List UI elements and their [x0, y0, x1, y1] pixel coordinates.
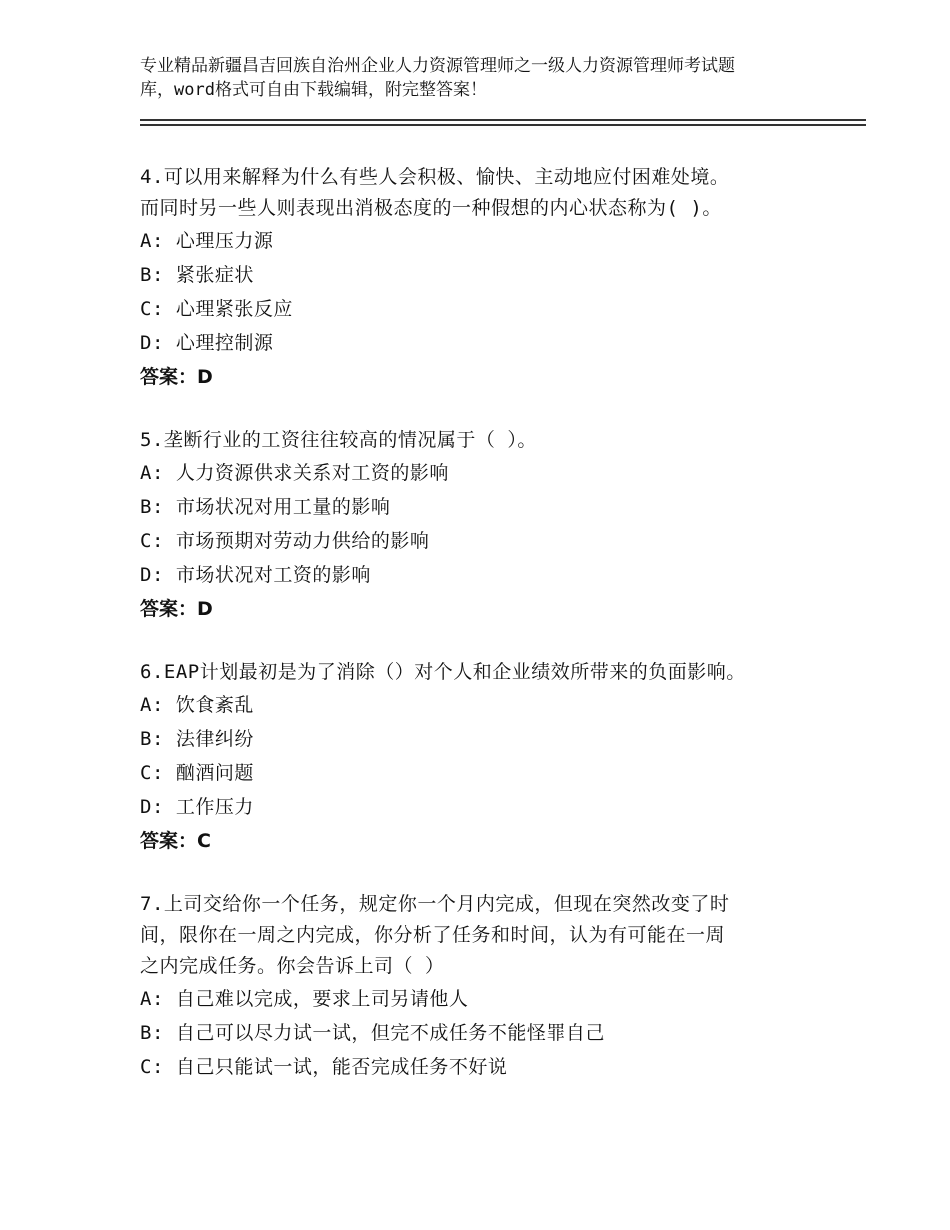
header-line-2: 库，word格式可自由下载编辑，附完整答案！: [140, 80, 487, 100]
stem-line: 4.可以用来解释为什么有些人会积极、愉快、主动地应付困难处境。: [140, 166, 730, 188]
header-line-1: 专业精品新疆昌吉回族自治州企业人力资源管理师之一级人力资源管理师考试题: [140, 56, 735, 76]
question-7: [140, 889, 840, 1084]
question-stem: [140, 425, 840, 456]
stem-line: 间，限你在一周之内完成，你分析了任务和时间，认为有可能在一周: [140, 924, 726, 946]
question-4: [140, 162, 840, 394]
question-stem: [140, 889, 840, 982]
question-stem: [140, 162, 840, 224]
option-b: B: 自己可以尽力试一试，但完不成任务不能怪罪自己: [140, 1022, 605, 1044]
stem-line: 7.上司交给你一个任务，规定你一个月内完成，但现在突然改变了时: [140, 893, 730, 915]
question-6: [140, 657, 840, 858]
stem-line: 之内完成任务。你会告诉上司（ ）: [140, 955, 445, 977]
option-c: C: 市场预期对劳动力供给的影响: [140, 530, 430, 552]
option-c: C: 心理紧张反应: [140, 298, 293, 320]
option-b: B: 市场状况对用工量的影响: [140, 496, 391, 518]
header-divider-top: [140, 119, 866, 121]
answer-label: 答案：C: [140, 830, 211, 852]
option-d: D: 心理控制源: [140, 332, 274, 354]
option-c: C: 酗酒问题: [140, 762, 254, 784]
question-5: [140, 425, 840, 626]
stem-line: 而同时另一些人则表现出消极态度的一种假想的内心状态称为( )。: [140, 197, 722, 219]
option-a: A: 人力资源供求关系对工资的影响: [140, 462, 449, 484]
option-a: A: 饮食紊乱: [140, 694, 254, 716]
stem-line: 6.EAP计划最初是为了消除（）对个人和企业绩效所带来的负面影响。: [140, 661, 746, 683]
option-b: B: 法律纠纷: [140, 728, 254, 750]
document-header: [140, 54, 820, 102]
stem-line: 5.垄断行业的工资往往较高的情况属于（ ）。: [140, 429, 537, 451]
option-a: A: 自己难以完成，要求上司另请他人: [140, 988, 469, 1010]
answer-label: 答案：D: [140, 366, 213, 388]
option-d: D: 市场状况对工资的影响: [140, 564, 371, 586]
answer-label: 答案：D: [140, 598, 213, 620]
question-list: [140, 162, 840, 1115]
option-d: D: 工作压力: [140, 796, 254, 818]
header-divider-bottom: [140, 124, 866, 126]
option-c: C: 自己只能试一试，能否完成任务不好说: [140, 1056, 508, 1078]
option-b: B: 紧张症状: [140, 264, 254, 286]
option-a: A: 心理压力源: [140, 230, 274, 252]
question-stem: [140, 657, 840, 688]
